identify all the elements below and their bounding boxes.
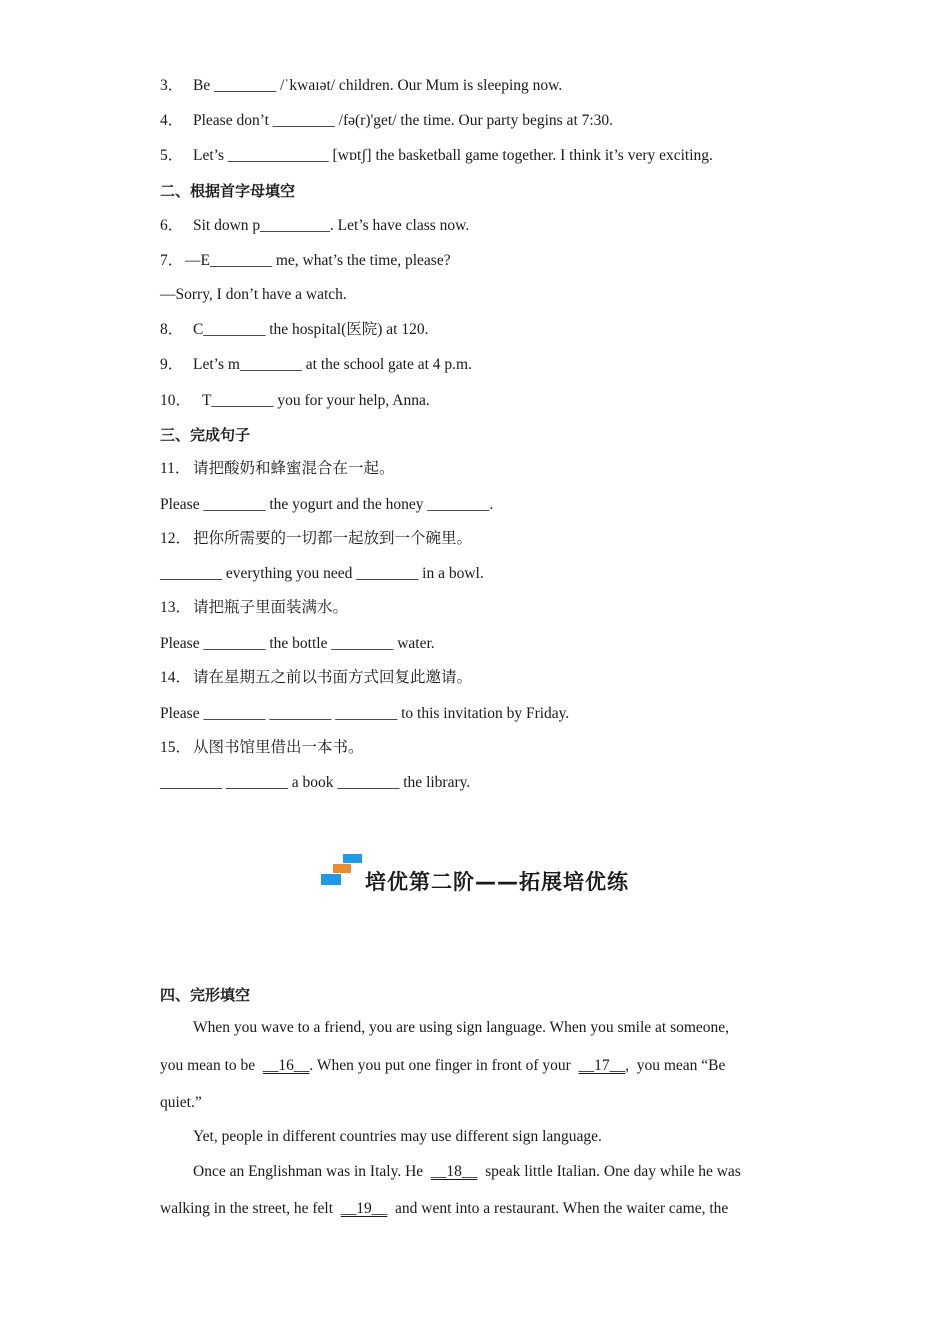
question-number: 4． — [160, 112, 184, 129]
question-text: Let’s m________ at the school gate at 4 p.m. — [193, 356, 472, 373]
question-12-answer: ________ everything you need ________ in a bowl. — [160, 565, 484, 582]
question-9 — [160, 355, 472, 375]
passage-text: and went into a restaurant. When the waiter came, the — [387, 1200, 729, 1217]
question-number: 8． — [160, 321, 184, 338]
passage-text: Once an Englishman was in Italy. He — [193, 1163, 431, 1180]
question-11-answer: Please ________ the yogurt and the honey ________. — [160, 496, 494, 513]
question-text: C________ the hospital(医院) at 120. — [193, 321, 429, 338]
question-text: 请在星期五之前以书面方式回复此邀请。 — [193, 669, 473, 686]
question-14-answer: Please ________ ________ ________ to this invitation by Friday. — [160, 705, 570, 722]
passage-line — [193, 1162, 741, 1182]
passage-line: When you wave to a friend, you are using sign language. When you smile at someone, — [193, 1019, 730, 1036]
stairs-logo-icon — [321, 854, 363, 888]
question-text: —E________ me, what’s the time, please? — [185, 252, 451, 269]
section-title: 培优第二阶——拓展培优练 — [365, 870, 629, 894]
question-7 — [160, 251, 451, 271]
question-11 — [160, 459, 395, 479]
question-text: Be ________ /ˈkwaɪət/ children. Our Mum is sleeping now. — [193, 77, 563, 94]
question-12 — [160, 529, 472, 549]
question-text: T________ you for your help, Anna. — [202, 392, 430, 409]
section-heading-4: 四、完形填空 — [160, 986, 251, 1004]
passage-line — [160, 1199, 728, 1219]
question-text: 请把酸奶和蜂蜜混合在一起。 — [193, 460, 395, 477]
question-text: 从图书馆里借出一本书。 — [193, 739, 364, 756]
passage-text: speak little Italian. One day while he was — [477, 1163, 741, 1180]
question-text: Sit down p_________. Let’s have class now. — [193, 217, 470, 234]
passage-text: you mean to be — [160, 1057, 263, 1074]
question-13-answer: Please ________ the bottle ________ water. — [160, 635, 435, 652]
passage-text: , you mean “Be — [625, 1057, 726, 1074]
question-3 — [160, 76, 562, 96]
question-14 — [160, 668, 472, 688]
passage-text: walking in the street, he felt — [160, 1200, 341, 1217]
question-15-answer: ________ ________ a book ________ the library. — [160, 774, 471, 791]
question-number: 9． — [160, 356, 184, 373]
question-13 — [160, 598, 348, 618]
question-number: 12． — [160, 530, 192, 547]
question-number: 6． — [160, 217, 184, 234]
question-number: 13． — [160, 599, 192, 616]
question-number: 15． — [160, 739, 192, 756]
question-text: Please don’t ________ /fə(r)'get/ the time. Our party begins at 7:30. — [193, 112, 614, 129]
question-7-reply: —Sorry, I don’t have a watch. — [160, 286, 347, 303]
section-banner — [0, 866, 950, 896]
question-8 — [160, 320, 429, 340]
passage-text: . When you put one finger in front of your — [309, 1057, 579, 1074]
section-heading-2: 二、根据首字母填空 — [160, 182, 296, 200]
blank-18: __18__ — [430, 1163, 478, 1180]
passage-line: quiet.” — [160, 1094, 202, 1111]
question-text: Let’s _____________ [wɒtʃ] the basketball game together. I think it’s very exciting. — [193, 147, 713, 164]
question-text: 请把瓶子里面装满水。 — [193, 599, 349, 616]
question-6 — [160, 216, 469, 236]
blank-17: __17__ — [578, 1057, 626, 1074]
passage-line — [160, 1056, 725, 1076]
blank-16: __16__ — [262, 1057, 310, 1074]
question-10 — [160, 391, 430, 411]
question-4 — [160, 111, 613, 131]
question-number: 5． — [160, 147, 184, 164]
question-text: 把你所需要的一切都一起放到一个碗里。 — [193, 530, 473, 547]
question-number: 10． — [160, 392, 192, 409]
passage-line: Yet, people in different countries may use different sign language. — [193, 1128, 602, 1145]
question-number: 3． — [160, 77, 184, 94]
section-heading-3: 三、完成句子 — [160, 426, 251, 444]
question-15 — [160, 738, 364, 758]
question-number: 7． — [160, 252, 184, 269]
question-number: 11． — [160, 460, 191, 477]
question-5 — [160, 146, 713, 166]
question-number: 14． — [160, 669, 192, 686]
blank-19: __19__ — [340, 1200, 388, 1217]
